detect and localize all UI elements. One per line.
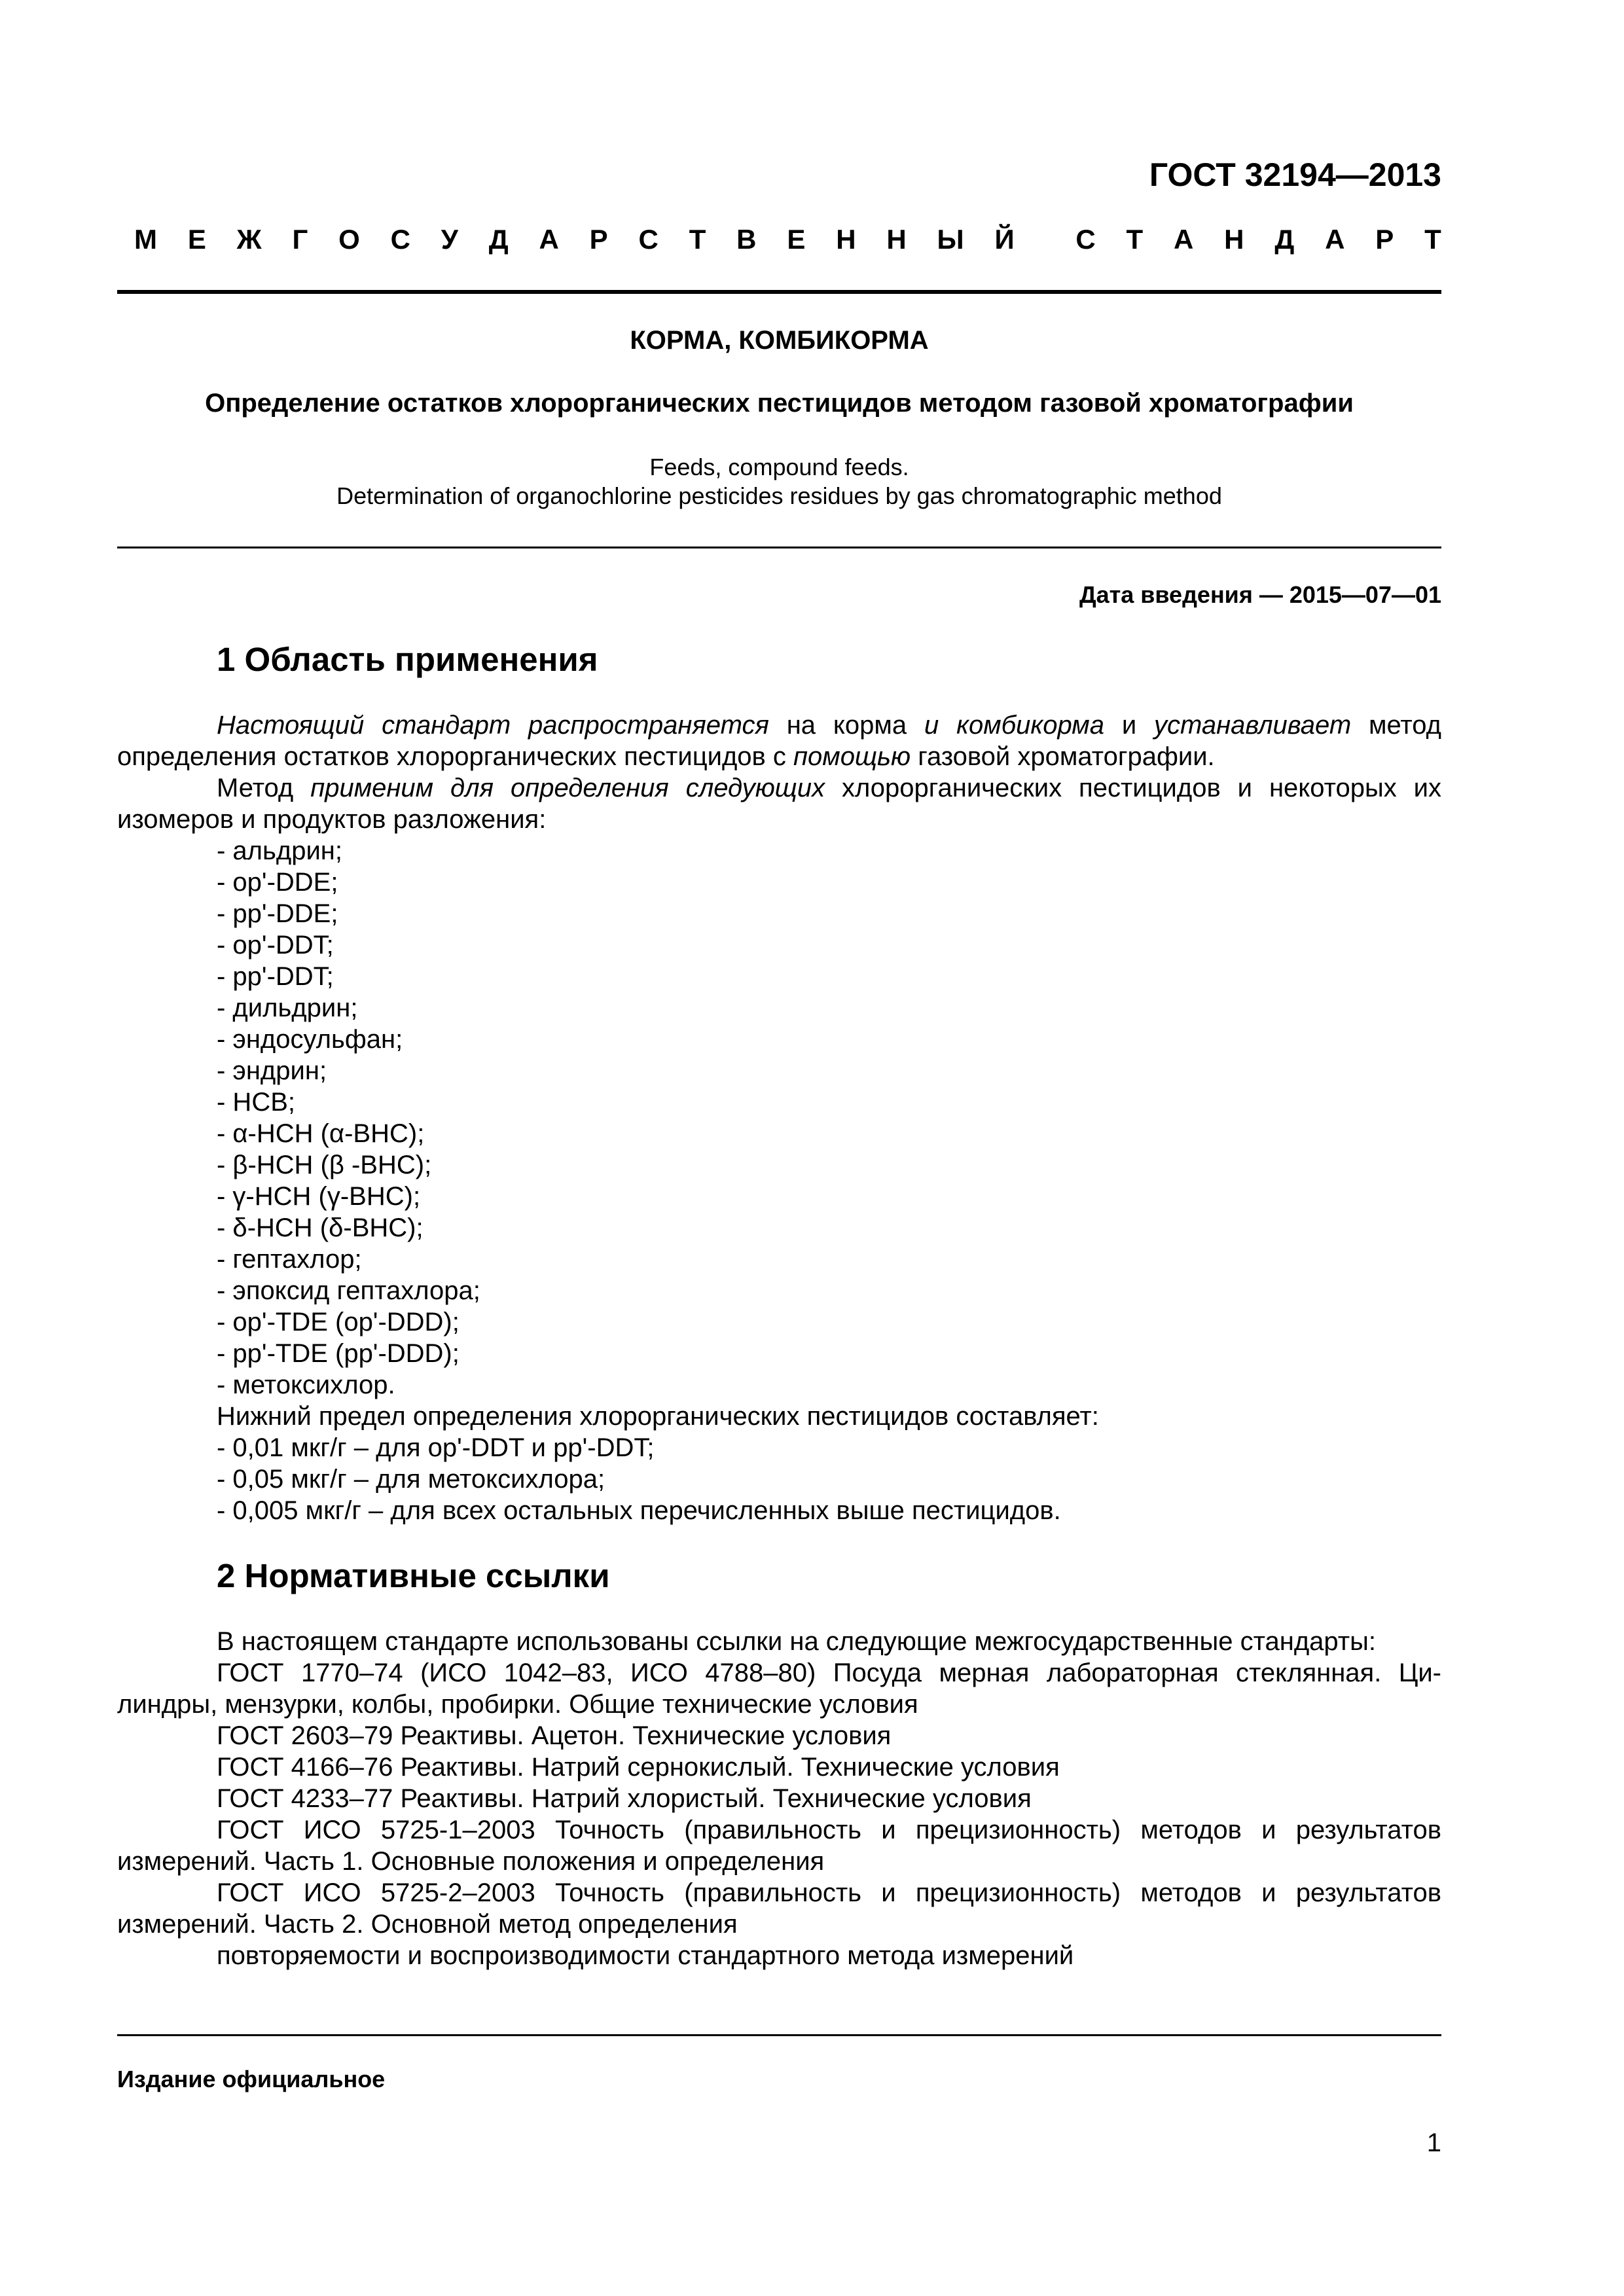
heading-letter: Е: [787, 224, 806, 255]
reference-5-line1: ГОСТ ИСО 5725-1–2003 Точность (правильность и прецизионность) методов и результатов: [217, 1816, 1441, 1844]
introduction-date: Дата введения — 2015—07—01: [1079, 581, 1441, 608]
text-span: хлорорганических пестицидов и некоторых их: [825, 774, 1441, 802]
heading-letter: М: [134, 224, 157, 255]
text-span: определения остатков хлорорганических пестицидов с: [117, 742, 794, 771]
reference-3: ГОСТ 4166–76 Реактивы. Натрий сернокислый. Технические условия: [217, 1753, 1060, 1782]
heading-letter: Т: [1126, 224, 1144, 255]
method-paragraph-line2: изомеров и продуктов разложения:: [117, 805, 547, 834]
list-item: - β-HCH (β -BHC);: [217, 1151, 432, 1179]
english-title-line2: Determination of organochlorine pesticides residues by gas chromatographic method: [336, 482, 1222, 509]
document-subtitle: Определение остатков хлорорганических пестицидов методом газовой хроматографии: [205, 389, 1354, 418]
list-item: - pp'-DDE;: [217, 899, 338, 928]
list-item: - эндрин;: [217, 1056, 327, 1085]
heading-letter: А: [1173, 224, 1194, 255]
method-paragraph-line1: [217, 772, 1441, 804]
english-title-line1: Feeds, compound feeds.: [649, 454, 909, 480]
document-title: КОРМА, КОМБИКОРМА: [630, 326, 929, 355]
scope-paragraph-line2: [117, 741, 1441, 772]
heading-letter: Ж: [236, 224, 262, 255]
heading-letter: Й: [994, 224, 1015, 255]
reference-1-line2: линдры, мензурки, колбы, пробирки. Общие технические условия: [117, 1690, 918, 1719]
list-item: - op'-DDE;: [217, 868, 338, 897]
list-item: - метоксихлор.: [217, 1371, 395, 1399]
reference-4: ГОСТ 4233–77 Реактивы. Натрий хлористый. Технические условия: [217, 1784, 1032, 1813]
text-span: Метод: [217, 774, 311, 802]
heading-letter: Ы: [937, 224, 964, 255]
scope-paragraph-line1: [217, 709, 1441, 741]
text-span: газовой хроматографии.: [911, 742, 1215, 771]
text-span: Настоящий стандарт распространяется: [217, 711, 769, 740]
list-item: - δ-HCH (δ-BHC);: [217, 1213, 424, 1242]
reference-2: ГОСТ 2603–79 Реактивы. Ацетон. Технические условия: [217, 1721, 892, 1750]
section-1-heading: 1 Область применения: [217, 641, 598, 678]
reference-5-line2: измерений. Часть 1. Основные положения и определения: [117, 1847, 825, 1876]
title-divider: [117, 547, 1441, 548]
text-span: и комбикорма: [924, 711, 1104, 740]
heading-letter: Е: [187, 224, 206, 255]
heading-letter: А: [1325, 224, 1345, 255]
list-item: - op'-TDE (op'-DDD);: [217, 1308, 460, 1336]
text-span: метод: [1351, 711, 1441, 740]
list-item: - эпоксид гептахлора;: [217, 1276, 480, 1305]
heading-letter: А: [539, 224, 559, 255]
list-item: - pp'-DDT;: [217, 962, 334, 991]
heading-letter: У: [441, 224, 458, 255]
list-item: - γ-HCH (γ-BHC);: [217, 1182, 421, 1211]
standard-number: ГОСТ 32194—2013: [1149, 156, 1441, 193]
heading-letter: С: [1075, 224, 1096, 255]
heading-letter: Т: [689, 224, 706, 255]
interstate-standard-heading: [134, 224, 1441, 255]
header-divider: [117, 290, 1441, 294]
heading-letter: Д: [488, 224, 509, 255]
heading-letter: С: [638, 224, 659, 255]
text-span: применим для определения следующих: [310, 774, 825, 802]
reference-6-line2: измерений. Часть 2. Основной метод определения: [117, 1910, 738, 1939]
list-item: - α-HCH (α-BHC);: [217, 1119, 425, 1148]
text-span: на корма: [768, 711, 924, 740]
heading-letter: Т: [1424, 224, 1441, 255]
list-item: - 0,005 мкг/г – для всех остальных перечисленных выше пестицидов.: [217, 1496, 1061, 1525]
heading-letter: Н: [836, 224, 856, 255]
heading-letter: В: [736, 224, 757, 255]
text-span: помощью: [793, 742, 911, 771]
heading-letter: Р: [589, 224, 608, 255]
footer-divider: [117, 2034, 1441, 2036]
section-2-heading: 2 Нормативные ссылки: [217, 1557, 610, 1594]
heading-letter: Р: [1375, 224, 1394, 255]
heading-letter: С: [390, 224, 410, 255]
references-intro: В настоящем стандарте использованы ссылки на следующие межгосударственные стандарты:: [217, 1627, 1376, 1656]
heading-letter: Д: [1274, 224, 1295, 255]
reference-6-line1: ГОСТ ИСО 5725-2–2003 Точность (правильность и прецизионность) методов и результатов: [217, 1878, 1441, 1907]
reference-1-line1: ГОСТ 1770–74 (ИСО 1042–83, ИСО 4788–80) Посуда мерная лабораторная стеклянная. Ци-: [217, 1659, 1441, 1687]
pesticide-list: [217, 835, 1099, 1526]
reference-6-line3: повторяемости и воспроизводимости стандартного метода измерений: [217, 1941, 1074, 1970]
text-span: и: [1104, 711, 1155, 740]
list-item: - эндосульфан;: [217, 1025, 403, 1054]
text-span: устанавливает: [1154, 711, 1352, 740]
official-edition-label: Издание официальное: [117, 2066, 386, 2092]
heading-letter: О: [338, 224, 360, 255]
heading-letter: Н: [1224, 224, 1244, 255]
list-item: - pp'-TDE (pp'-DDD);: [217, 1339, 460, 1368]
limit-intro: Нижний предел определения хлорорганических пестицидов составляет:: [217, 1402, 1099, 1431]
heading-letter: Н: [886, 224, 907, 255]
list-item: - HCB;: [217, 1088, 295, 1117]
heading-letter: Г: [292, 224, 308, 255]
list-item: - 0,05 мкг/г – для метоксихлора;: [217, 1465, 605, 1494]
page-number: 1: [1426, 2128, 1441, 2157]
list-item: - дильдрин;: [217, 994, 358, 1022]
list-item: - гептахлор;: [217, 1245, 362, 1274]
list-item: - op'-DDT;: [217, 931, 334, 960]
list-item: - альдрин;: [217, 836, 342, 865]
list-item: - 0,01 мкг/г – для op'-DDT и pp'-DDT;: [217, 1433, 655, 1462]
